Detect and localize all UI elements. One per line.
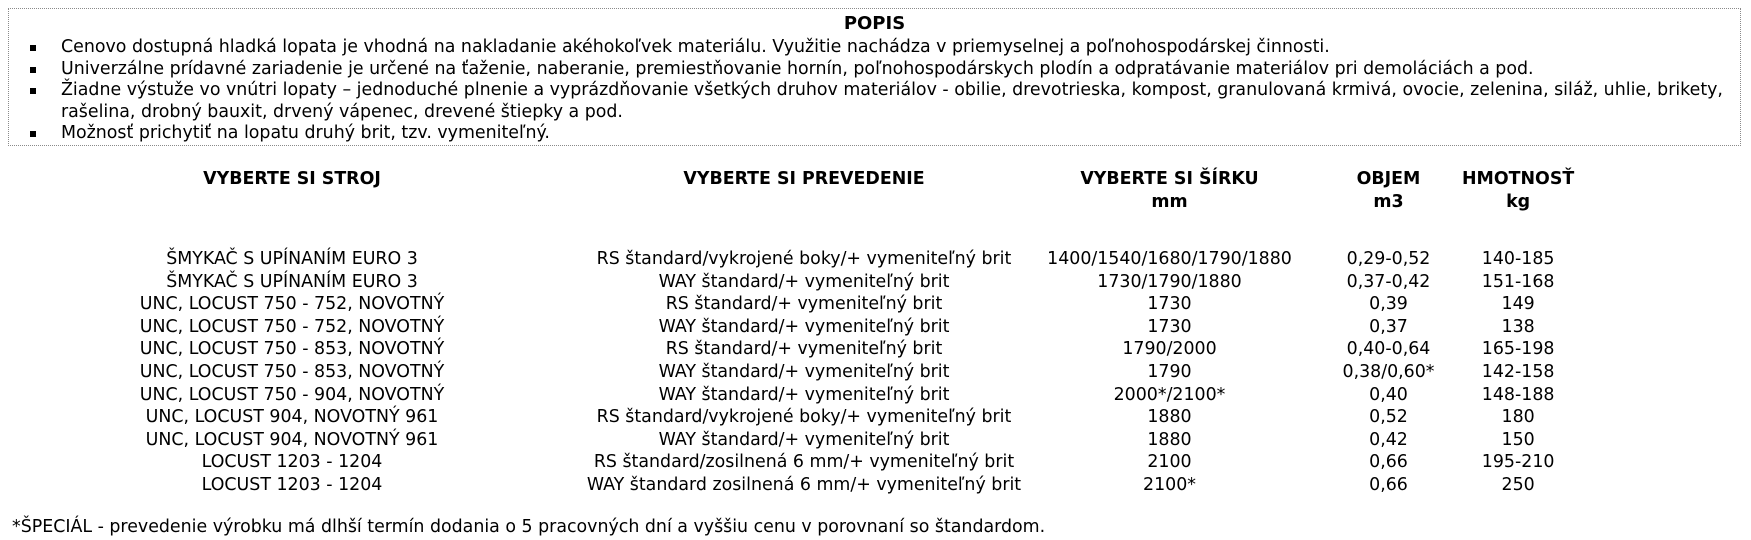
cell-volume: 0,66 <box>1369 452 1408 473</box>
cell-weight: 140-185 <box>1481 249 1555 269</box>
table-row <box>0 271 1574 294</box>
header-label: VYBERTE SI STROJ <box>203 169 381 189</box>
table-row <box>0 338 1574 361</box>
cell-width: 2000*/2100* <box>1113 384 1226 405</box>
footnote: *ŠPECIÁL - prevedenie výrobku má dlhší termín dodania o 5 pracovných dní a vyššiu cenu v porovnaní so štandardom. <box>12 517 1046 537</box>
cell-width: 1790/2000 <box>1122 339 1217 360</box>
cell-weight: 138 <box>1501 316 1535 337</box>
cell-volume: 0,40-0,64 <box>1346 339 1431 360</box>
cell-volume: 0,37-0,42 <box>1346 271 1431 292</box>
cell-variant: WAY štandard/+ vymeniteľný brit <box>658 384 950 405</box>
description-bullet: Cenovo dostupná hladká lopata je vhodná na nakladanie akéhokoľvek materiálu. Využitie nachádza v priemyselnej a poľnohospodárskej činnosti. <box>27 37 1737 59</box>
cell-machine: UNC, LOCUST 750 - 853, NOVOTNÝ <box>139 361 445 382</box>
header-label: VYBERTE SI ŠÍRKU <box>1080 169 1259 189</box>
cell-volume: 0,66 <box>1369 474 1408 495</box>
header-label: HMOTNOSŤ <box>1462 169 1575 189</box>
cell-width: 2100* <box>1143 474 1196 495</box>
cell-width: 1400/1540/1680/1790/1880 <box>1047 249 1292 269</box>
description-bullet: Univerzálne prídavné zariadenie je určené na ťaženie, naberanie, premiestňovanie hornín, poľnohospodárskych plodín a odpratávanie materiálov pri demoláciách a pod. <box>27 59 1737 81</box>
cell-weight: 150 <box>1501 429 1535 450</box>
table-row <box>0 474 1574 497</box>
cell-variant: WAY štandard/+ vymeniteľný brit <box>658 429 950 450</box>
table-row <box>0 384 1574 407</box>
cell-variant: RS štandard/vykrojené boky/+ vymeniteľný brit <box>596 407 1012 428</box>
cell-weight: 195-210 <box>1481 452 1555 473</box>
cell-width: 1730 <box>1147 294 1192 315</box>
cell-volume: 0,40 <box>1369 384 1408 405</box>
cell-weight: 165-198 <box>1481 339 1555 360</box>
cell-variant: RS štandard/vykrojené boky/+ vymeniteľný brit <box>596 249 1012 269</box>
cell-volume: 0,29-0,52 <box>1346 249 1431 269</box>
cell-weight: 148-188 <box>1481 384 1555 405</box>
cell-width: 1790 <box>1147 361 1192 382</box>
cell-variant: WAY štandard zosilnená 6 mm/+ vymeniteľný brit <box>586 474 1022 495</box>
description-box <box>8 8 1741 146</box>
cell-variant: WAY štandard/+ vymeniteľný brit <box>658 361 950 382</box>
header-unit: mm <box>1151 192 1188 212</box>
header-unit: m3 <box>1373 192 1404 212</box>
cell-volume: 0,52 <box>1369 407 1408 428</box>
header-unit: kg <box>1506 192 1531 212</box>
cell-width: 2100 <box>1147 452 1192 473</box>
cell-width: 1730/1790/1880 <box>1097 271 1242 292</box>
table-row <box>0 316 1574 339</box>
cell-machine: UNC, LOCUST 750 - 752, NOVOTNÝ <box>139 294 445 315</box>
description-title: POPIS <box>843 13 906 34</box>
header-weight <box>1462 168 1574 248</box>
header-machine <box>0 168 584 248</box>
description-list <box>27 37 1737 145</box>
cell-variant: RS štandard/zosilnená 6 mm/+ vymeniteľný brit <box>593 452 1015 473</box>
cell-width: 1880 <box>1147 429 1192 450</box>
table-body <box>0 248 1574 497</box>
header-variant <box>584 168 1024 248</box>
header-label: OBJEM <box>1356 169 1421 189</box>
cell-machine: UNC, LOCUST 750 - 752, NOVOTNÝ <box>139 316 445 337</box>
cell-machine: UNC, LOCUST 750 - 853, NOVOTNÝ <box>139 339 445 360</box>
cell-volume: 0,38/0,60* <box>1342 361 1435 382</box>
description-bullet: Možnosť prichytiť na lopatu druhý brit, tzv. vymeniteľný. <box>27 123 1737 145</box>
cell-machine: ŠMYKAČ S UPÍNANÍM EURO 3 <box>166 249 418 269</box>
cell-weight: 149 <box>1501 294 1535 315</box>
cell-volume: 0,42 <box>1369 429 1408 450</box>
spec-table <box>0 168 1574 497</box>
description-bullet: Žiadne výstuže vo vnútri lopaty – jednoduché plnenie a vyprázdňovanie všetkých druhov materiálov - obilie, drevotrieska, kompost, granulovaná krmivá, ovocie, zelenina, siláž, uhlie, brikety, rašelina, drobný bauxit, drvený vápenec, drevené štiepky a pod. <box>27 80 1737 123</box>
cell-machine: LOCUST 1203 - 1204 <box>201 452 383 473</box>
cell-width: 1880 <box>1147 407 1192 428</box>
table-row <box>0 293 1574 316</box>
cell-machine: UNC, LOCUST 904, NOVOTNÝ 961 <box>145 429 439 450</box>
cell-weight: 142-158 <box>1481 361 1555 382</box>
header-width <box>1024 168 1315 248</box>
cell-volume: 0,39 <box>1369 294 1408 315</box>
table-row <box>0 406 1574 429</box>
cell-machine: LOCUST 1203 - 1204 <box>201 474 383 495</box>
table-row <box>0 451 1574 474</box>
cell-variant: RS štandard/+ vymeniteľný brit <box>665 339 943 360</box>
cell-variant: WAY štandard/+ vymeniteľný brit <box>658 271 950 292</box>
cell-weight: 151-168 <box>1481 271 1555 292</box>
cell-volume: 0,37 <box>1369 316 1408 337</box>
table-row <box>0 361 1574 384</box>
header-volume <box>1315 168 1462 248</box>
header-label: VYBERTE SI PREVEDENIE <box>683 169 925 189</box>
cell-machine: UNC, LOCUST 750 - 904, NOVOTNÝ <box>139 384 445 405</box>
table-row <box>0 248 1574 271</box>
cell-machine: UNC, LOCUST 904, NOVOTNÝ 961 <box>145 407 439 428</box>
cell-width: 1730 <box>1147 316 1192 337</box>
cell-variant: WAY štandard/+ vymeniteľný brit <box>658 316 950 337</box>
cell-machine: ŠMYKAČ S UPÍNANÍM EURO 3 <box>166 271 418 292</box>
cell-weight: 180 <box>1501 407 1535 428</box>
cell-weight: 250 <box>1501 474 1535 495</box>
table-header-row <box>0 168 1574 248</box>
table-row <box>0 429 1574 452</box>
cell-variant: RS štandard/+ vymeniteľný brit <box>665 294 943 315</box>
